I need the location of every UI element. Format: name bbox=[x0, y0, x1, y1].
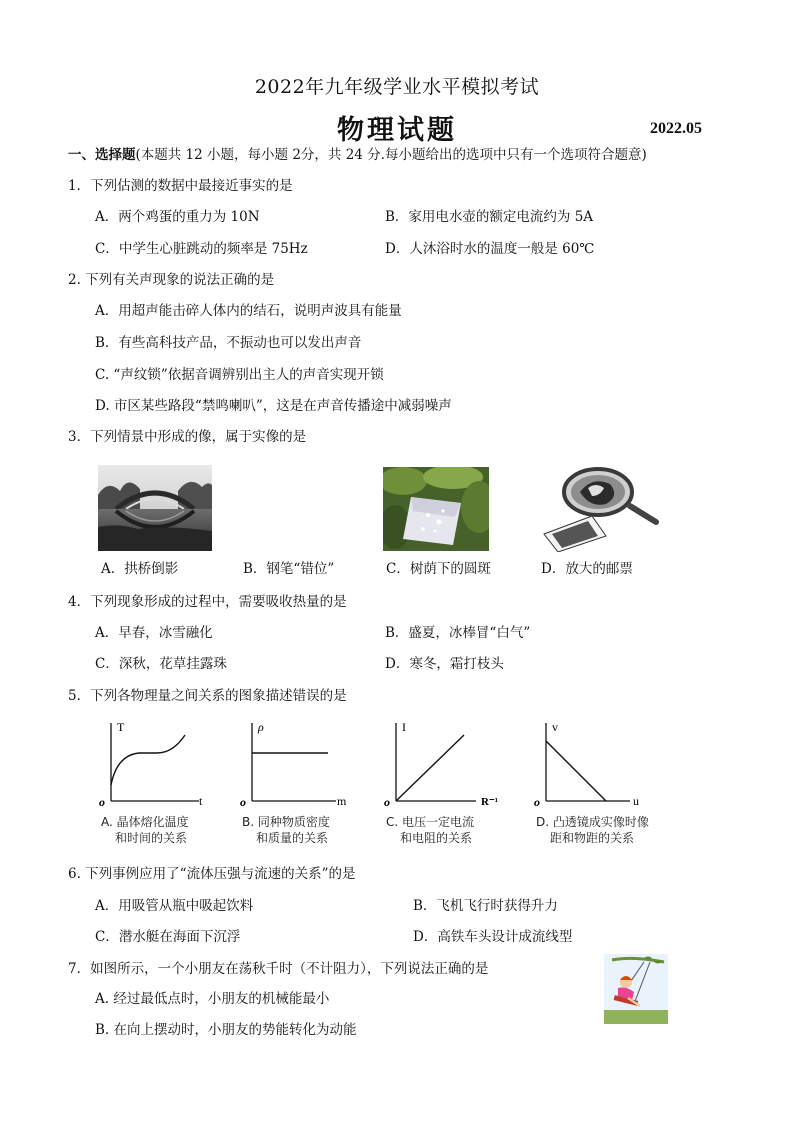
graph-d-y-label: v bbox=[552, 720, 558, 734]
q4-option-c: C．深秋，花草挂露珠 bbox=[95, 656, 227, 672]
q6-option-b: B．飞机飞行时获得升力 bbox=[413, 898, 558, 914]
q4-option-a: A．早春，冰雪融化 bbox=[95, 625, 213, 641]
q6-stem: 6. 下列事例应用了“流体压强与流速的关系”的是 bbox=[68, 866, 356, 882]
graph-a-caption-1: A. 晶体熔化温度 bbox=[101, 815, 189, 829]
section-label: 一、选择题 bbox=[68, 147, 136, 163]
subject-title: 物理试题 bbox=[337, 115, 457, 146]
graph-a-x-label: t bbox=[199, 794, 203, 808]
graph-b-x-label: m bbox=[337, 794, 347, 808]
exam-title: 2022年九年级学业水平模拟考试 bbox=[254, 76, 540, 98]
graph-a-y-label: T bbox=[117, 720, 125, 734]
q6-option-c: C．潜水艇在海面下沉浮 bbox=[95, 929, 241, 945]
q6-option-a: A．用吸管从瓶中吸起饮料 bbox=[95, 898, 254, 914]
q3-stem: 3．下列情景中形成的像，属于实像的是 bbox=[68, 429, 307, 445]
graph-d-x-label: u bbox=[633, 794, 639, 808]
graph-c-y-label: I bbox=[402, 720, 406, 734]
q4-stem: 4．下列现象形成的过程中，需要吸收热量的是 bbox=[68, 594, 347, 610]
q5-stem: 5．下列各物理量之间关系的图象描述错误的是 bbox=[68, 688, 347, 704]
graph-c-caption-2: 和电阻的关系 bbox=[400, 831, 473, 845]
graph-b-caption-2: 和质量的关系 bbox=[256, 831, 329, 845]
graph-c-origin: o bbox=[384, 795, 390, 809]
q6-option-d: D．高铁车头设计成流线型 bbox=[413, 929, 573, 945]
q2-option-a: A．用超声能击碎人体内的结石，说明声波具有能量 bbox=[95, 303, 402, 319]
graph-c-caption-1: C. 电压一定电流 bbox=[386, 815, 475, 829]
graph-c-x-label: R⁻¹ bbox=[481, 796, 499, 808]
graph-b-caption-1: B. 同种物质密度 bbox=[242, 815, 330, 829]
q3-option-c: C．树荫下的圆斑 bbox=[386, 561, 491, 577]
q4-option-b: B．盛夏，冰棒冒“白气” bbox=[385, 625, 531, 641]
q2-option-d: D. 市区某些路段“禁鸣喇叭”，这是在声音传播途中减弱噪声 bbox=[95, 398, 452, 414]
q2-stem: 2. 下列有关声现象的说法正确的是 bbox=[68, 272, 275, 288]
graph-b-origin: o bbox=[240, 795, 246, 809]
q2-option-c: C. “声纹锁”依据音调辨别出主人的声音实现开锁 bbox=[95, 367, 384, 383]
section-heading bbox=[68, 146, 647, 164]
graph-a-melting bbox=[95, 715, 215, 815]
graph-a-caption-2: 和时间的关系 bbox=[115, 831, 188, 845]
q7-option-a: A. 经过最低点时，小朋友的机械能最小 bbox=[95, 991, 330, 1007]
graph-d-caption-1: D. 凸透镜成实像时像 bbox=[536, 815, 649, 829]
q1-option-a: A．两个鸡蛋的重力为 10N bbox=[95, 209, 260, 225]
q2-option-b: B．有些高科技产品，不振动也可以发出声音 bbox=[95, 335, 362, 351]
sun-spots-under-tree-photo bbox=[383, 467, 489, 551]
magnifier-stamp-picture bbox=[540, 466, 660, 552]
exam-date: 2022.05 bbox=[650, 120, 702, 137]
q3-option-a: A．拱桥倒影 bbox=[101, 561, 179, 577]
graph-a-origin: o bbox=[99, 795, 105, 809]
q3-option-d: D．放大的邮票 bbox=[541, 561, 633, 577]
graph-b-density bbox=[236, 715, 356, 815]
q7-option-b: B. 在向上摆动时，小朋友的势能转化为动能 bbox=[95, 1022, 357, 1038]
section-instructions: (本题共 12 小题，每小题 2分，共 24 分.每小题给出的选项中只有一个选项符合题意) bbox=[135, 147, 647, 163]
q1-stem: 1．下列估测的数据中最接近事实的是 bbox=[68, 178, 293, 194]
q7-stem: 7．如图所示，一个小朋友在荡秋千时（不计阻力），下列说法正确的是 bbox=[68, 961, 489, 977]
q1-option-b: B．家用电水壶的额定电流约为 5A bbox=[385, 209, 594, 225]
q3-option-b: B．钢笔“错位” bbox=[243, 561, 335, 577]
q4-option-d: D．寒冬，霜打枝头 bbox=[385, 656, 504, 672]
q1-option-d: D．人沐浴时水的温度一般是 60℃ bbox=[385, 241, 595, 257]
q1-option-c: C．中学生心脏跳动的频率是 75Hz bbox=[95, 241, 308, 257]
arch-bridge-reflection-photo bbox=[98, 465, 212, 551]
graph-b-y-label: ρ bbox=[258, 720, 264, 734]
graph-d-origin: o bbox=[534, 795, 540, 809]
graph-d-lens bbox=[530, 715, 655, 815]
graph-c-current bbox=[380, 715, 505, 815]
child-on-swing-picture bbox=[604, 954, 668, 1024]
graph-d-caption-2: 距和物距的关系 bbox=[550, 831, 635, 845]
